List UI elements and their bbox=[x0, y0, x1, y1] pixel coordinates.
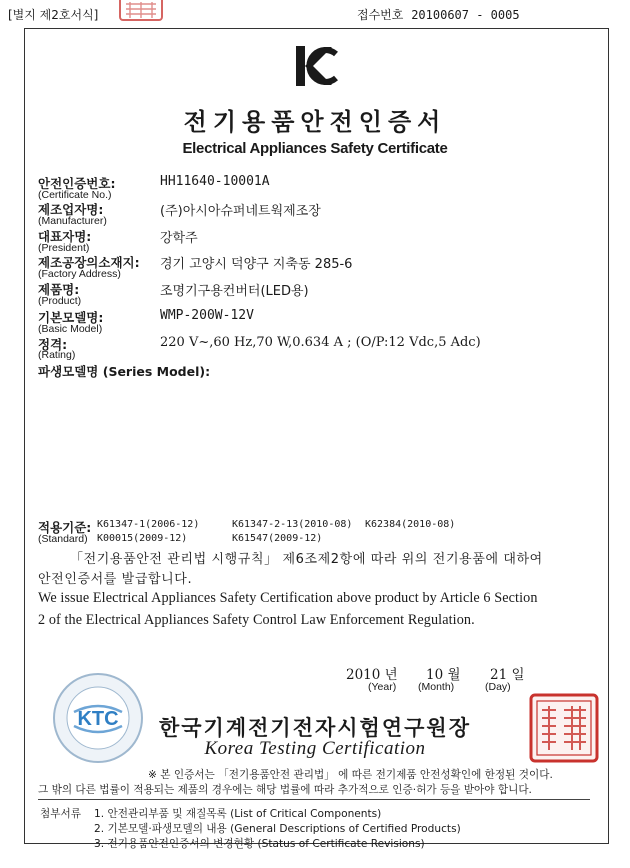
year-label-en: (Year) bbox=[368, 681, 397, 693]
standard-item: K61547(2009-12) bbox=[232, 533, 323, 544]
product-value: 조명기구용컨버터(LED용) bbox=[160, 284, 309, 299]
factory-address-label-en: (Factory Address) bbox=[38, 268, 121, 280]
product-label-en: (Product) bbox=[38, 295, 82, 307]
receipt-number-value: 20100607 - 0005 bbox=[411, 8, 520, 22]
basic-model-label: 기본모델명: bbox=[38, 310, 104, 325]
basic-model-value: WMP-200W-12V bbox=[160, 308, 254, 323]
kc-mark-icon bbox=[294, 44, 338, 88]
year-value: 2010 bbox=[346, 667, 381, 683]
factory-address-value: 경기 고양시 덕양구 지축동 285-6 bbox=[160, 257, 353, 272]
declaration-korean-line2: 안전인증서를 발급합니다. bbox=[38, 572, 193, 587]
manufacturer-label: 제조업자명: bbox=[38, 202, 104, 217]
certificate-no-value: HH11640-10001A bbox=[160, 174, 270, 189]
president-label-en: (President) bbox=[38, 242, 90, 254]
attachment-item: 3. 전기용품안전인증서의 변경현황 (Status of Certificate Revisions) bbox=[94, 838, 425, 850]
day-label-en: (Day) bbox=[485, 681, 511, 693]
rating-label: 정격: bbox=[38, 337, 68, 352]
institute-english: Korea Testing Certification bbox=[204, 738, 426, 759]
issue-month bbox=[426, 663, 461, 683]
ktc-logo-text: KTC bbox=[77, 708, 119, 730]
year-unit: 년 bbox=[384, 667, 398, 683]
receipt-label: 접수번호 bbox=[357, 8, 404, 22]
declaration-english-line1: We issue Electrical Appliances Safety Certification above product by Article 6 Section bbox=[38, 590, 538, 606]
standard-label-en: (Standard) bbox=[38, 533, 88, 545]
note-line1: ※ 본 인증서는 「전기용품안전 관리법」 에 따른 전기제품 안전성확인에 한정된 것이다. bbox=[148, 769, 553, 781]
rating-value: 220 V~,60 Hz,70 W,0.634 A ; (O/P:12 Vdc,5 Adc) bbox=[160, 335, 481, 350]
month-value: 10 bbox=[426, 667, 444, 683]
president-label: 대표자명: bbox=[38, 229, 92, 244]
basic-model-label-en: (Basic Model) bbox=[38, 323, 103, 335]
official-seal-icon bbox=[528, 692, 600, 764]
certificate-no-label-en: (Certificate No.) bbox=[38, 189, 112, 201]
issue-year bbox=[346, 663, 398, 683]
manufacturer-label-en: (Manufacturer) bbox=[38, 215, 107, 227]
product-label: 제품명: bbox=[38, 282, 80, 297]
standard-item: K61347-1(2006-12) bbox=[97, 519, 200, 530]
title-korean: 전기용품안전인증서 bbox=[183, 108, 447, 136]
attachments-label: 첨부서류 bbox=[40, 808, 81, 820]
attachment-item: 1. 안전관리부품 및 재질목록 (List of Critical Components) bbox=[94, 808, 382, 820]
month-label-en: (Month) bbox=[418, 681, 455, 693]
receipt-number bbox=[357, 6, 520, 23]
factory-address-label: 제조공장의소재지: bbox=[38, 255, 140, 270]
standard-item: K62384(2010-08) bbox=[365, 519, 456, 530]
divider bbox=[38, 799, 590, 800]
month-unit: 월 bbox=[447, 667, 461, 683]
top-seal-icon bbox=[118, 0, 164, 22]
standard-item: K00015(2009-12) bbox=[97, 533, 188, 544]
form-label: [별지 제2호서식] bbox=[8, 8, 99, 22]
standard-label: 적용기준: bbox=[38, 520, 92, 535]
day-value: 21 bbox=[490, 667, 508, 683]
day-unit: 일 bbox=[511, 667, 525, 683]
declaration-korean-line1: 「전기용품안전 관리법 시행규칙」 제6조제2항에 따라 위의 전기용품에 대하여 bbox=[70, 552, 543, 567]
manufacturer-value: (주)아시아슈퍼네트웍제조장 bbox=[160, 204, 321, 219]
president-value: 강학주 bbox=[160, 231, 198, 246]
rating-label-en: (Rating) bbox=[38, 349, 76, 361]
declaration-english-line2: 2 of the Electrical Appliances Safety Control Law Enforcement Regulation. bbox=[38, 612, 475, 628]
certificate-no-label: 안전인증번호: bbox=[38, 176, 116, 191]
standard-item: K61347-2-13(2010-08) bbox=[232, 519, 353, 530]
attachment-item: 2. 기본모델·파생모델의 내용 (General Descriptions of Certified Products) bbox=[94, 823, 461, 835]
note-line2: 그 밖의 다른 법률이 적용되는 제품의 경우에는 해당 법률에 따라 추가적으로 인증·허가 등을 받아야 합니다. bbox=[38, 784, 532, 796]
issue-day bbox=[490, 663, 525, 683]
institute-korean: 한국기계전기전자시험연구원장 bbox=[158, 716, 471, 740]
series-model-label: 파생모델명 (Series Model): bbox=[38, 364, 211, 379]
title-english: Electrical Appliances Safety Certificate bbox=[182, 140, 448, 157]
